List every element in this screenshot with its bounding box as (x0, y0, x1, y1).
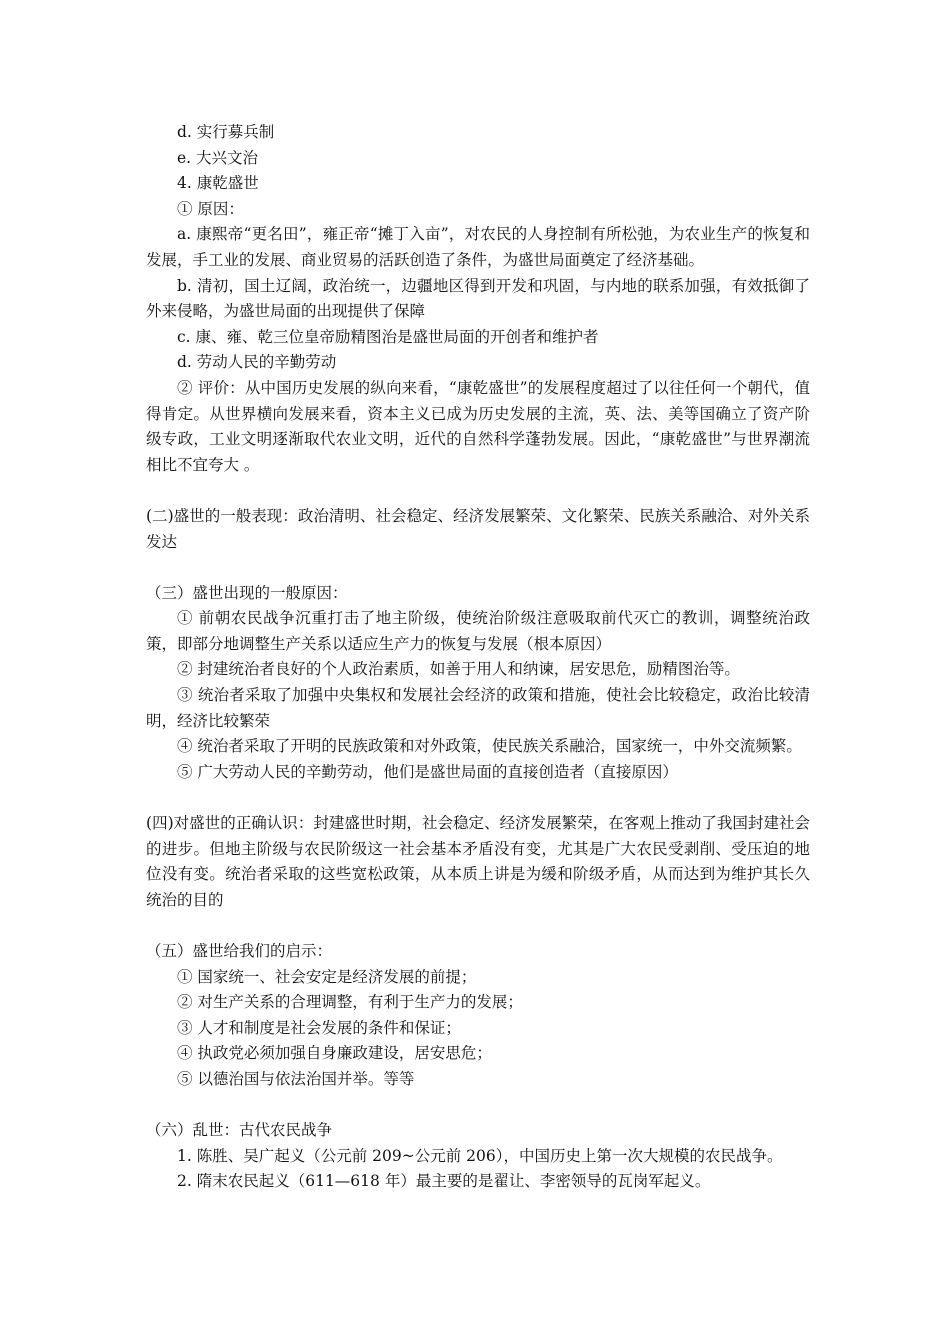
list-item: ② 对生产关系的合理调整，有利于生产力的发展； (177, 993, 523, 1012)
spacer (146, 913, 810, 939)
paragraph: ① 前朝农民战争沉重打击了地主阶级，使统治阶级注意吸取前代灭亡的教训，调整统治政策，即部分地调整生产关系以适应生产力的恢复与发展（根本原因） (146, 609, 810, 653)
list-item: c. 康、雍、乾三位皇帝励精图治是盛世局面的开创者和维护者 (177, 327, 599, 346)
list-item: 2. 隋末农民起义（611—618 年）最主要的是翟让、李密领导的瓦岗军起义。 (177, 1172, 711, 1191)
list-item: d. 实行募兵制 (177, 123, 275, 141)
list-item: ② 封建统治者良好的个人政治素质，如善于用人和纳谏，居安思危，励精图治等。 (177, 660, 740, 679)
section-heading: （六）乱世：古代农民战争 (146, 1121, 333, 1140)
section-heading: （五）盛世给我们的启示： (146, 942, 333, 960)
paragraph: ② 评价：从中国历史发展的纵向来看，“康乾盛世”的发展程度超过了以往任何一个朝代，值得肯定。从世界横向发展来看，资本主义已成为历史发展的主流，英、法、美等国确立了资产阶级专政，工业文明逐渐取代农业文明，近代的自然科学蓬勃发展。因此，“康乾盛世”与世界潮流相比不宜夸大 。 (146, 378, 810, 474)
list-item: d. 劳动人民的辛勤劳动 (177, 353, 337, 372)
list-item: 1. 陈胜、吴广起义（公元前 209~公元前 206），中国历史上第一次大规模的农民战争。 (177, 1146, 783, 1165)
section-heading: （三）盛世出现的一般原因： (146, 583, 348, 602)
spacer (146, 478, 810, 504)
document-page (146, 120, 810, 1195)
list-item: ① 国家统一、社会安定是经济发展的前提； (177, 967, 477, 986)
subheading: ① 原因： (177, 199, 244, 218)
list-item: ④ 执政党必须加强自身廉政建设，居安思危； (177, 1044, 492, 1063)
list-item: ③ 人才和制度是社会发展的条件和保证； (177, 1018, 461, 1037)
list-item: e. 大兴文治 (177, 148, 259, 167)
paragraph: a. 康熙帝“更名田”，雍正帝“摊丁入亩”，对农民的人身控制有所松弛，为农业生产的恢复和发展，手工业的发展、商业贸易的活跃创造了条件，为盛世局面奠定了经济基础。 (146, 225, 810, 269)
section-heading: 4. 康乾盛世 (177, 174, 259, 193)
list-item: ⑤ 广大劳动人民的辛勤劳动，他们是盛世局面的直接创造者（直接原因） (177, 762, 678, 781)
section-heading: (二)盛世的一般表现：政治清明、社会稳定、经济发展繁荣、文化繁荣、民族关系融洽、对外关系发达 (146, 506, 810, 551)
list-item: ⑤ 以德治国与依法治国并举。等等 (177, 1069, 415, 1088)
paragraph: (四)对盛世的正确认识：封建盛世时期，社会稳定、经济发展繁荣，在客观上推动了我国封建社会的进步。但地主阶级与农民阶级这一社会基本矛盾没有变，尤其是广大农民受剥削、受压迫的地位没有变。统治者采取的这些宽松政策，从本质上讲是为缓和阶级矛盾，从而达到为维护其长久统治的目的 (146, 814, 810, 909)
spacer (146, 1093, 810, 1119)
spacer (146, 785, 810, 811)
paragraph: ③ 统治者采取了加强中央集权和发展社会经济的政策和措施，使社会比较稳定，政治比较清明，经济比较繁荣 (146, 686, 810, 730)
paragraph: b. 清初，国土辽阔，政治统一，边疆地区得到开发和巩固，与内地的联系加强，有效抵御了外来侵略，为盛世局面的出现提供了保障 (146, 276, 810, 321)
paragraph: ④ 统治者采取了开明的民族政策和对外政策，使民族关系融洽，国家统一，中外交流频繁。 (177, 737, 802, 756)
spacer (146, 555, 810, 581)
